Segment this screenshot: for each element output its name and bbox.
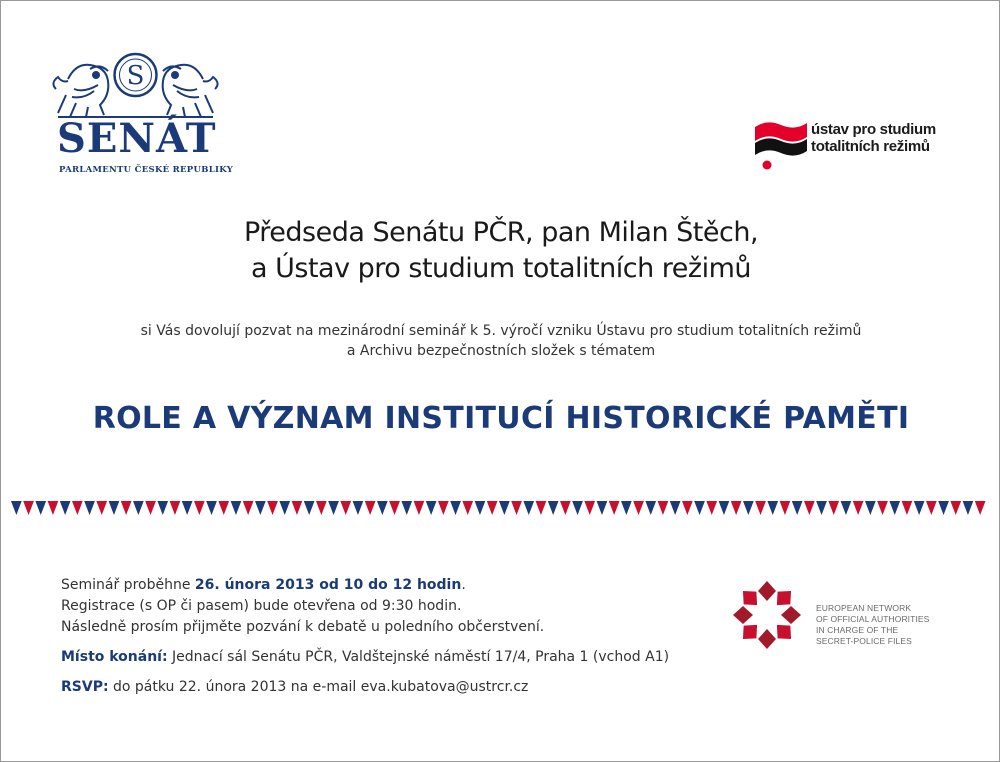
ustr-logo-text [811,121,936,155]
border-triangle [279,501,290,515]
star-petal [737,585,764,612]
seminar-date-suffix: . [461,577,466,593]
border-triangle [597,501,608,515]
senat-lions-emblem-icon [48,49,223,121]
seminar-date: 26. února 2013 od 10 do 12 hodin [194,577,462,593]
border-triangle [72,501,83,515]
border-triangle [902,501,913,515]
border-triangle [889,501,900,515]
star-petal [771,619,798,646]
border-triangle [377,501,388,515]
venue-value: Jednací sál Senátu PČR, Valdštejnské náměstí 17/4, Praha 1 (vchod A1) [167,649,670,665]
border-triangle [84,501,95,515]
border-triangle [157,501,168,515]
invitation-text [1,321,1000,361]
border-triangle [792,501,803,515]
border-triangle [48,501,59,515]
senat-subtitle: PARLAMENTU ČESKÉ REPUBLIKY [59,165,234,175]
border-triangle [475,501,486,515]
border-triangle [694,501,705,515]
border-triangle [462,501,473,515]
border-triangle [170,501,181,515]
seminar-date-line [61,575,711,596]
rsvp-line [61,677,711,698]
border-triangle [121,501,132,515]
border-triangle [499,501,510,515]
border-triangle [328,501,339,515]
enaosp-logo-text [816,603,929,647]
border-triangle [426,501,437,515]
hosts-line1: Předseda Senátu PČR, pan Milan Štěch, [243,217,759,248]
hosts-heading [1,215,1000,287]
border-triangle [218,501,229,515]
senat-logo [43,41,234,181]
border-triangle [841,501,852,515]
senat-name: SENÁT [57,115,217,162]
senat-emblem-letter: S [126,61,145,91]
border-triangle [60,501,71,515]
hosts-line2: a Ústav pro studium totalitních režimů [251,253,751,284]
star-petal [758,629,776,649]
invitation-line1: si Vás dovolují pozvat na mezinárodní seminář k 5. výročí vzniku Ústavu pro studium totalitních režimů [140,323,862,339]
venue-label: Místo konání: [61,649,168,665]
border-triangle [340,501,351,515]
border-triangle [658,501,669,515]
border-triangle [731,501,742,515]
star-petal [758,581,776,601]
border-triangle [755,501,766,515]
border-triangle [780,501,791,515]
border-triangle [706,501,717,515]
border-triangle [536,501,547,515]
border-triangle [353,501,364,515]
border-triangle [133,501,144,515]
enaosp-line3: IN CHARGE OF THE [816,625,899,635]
border-triangle [609,501,620,515]
ustr-logo [753,119,953,174]
seminar-date-prefix: Seminář proběhne [61,577,195,593]
border-triangle [414,501,425,515]
border-triangle [865,501,876,515]
border-triangle [511,501,522,515]
border-triangle [255,501,266,515]
enaosp-line2: OF OFFICIAL AUTHORITIES [816,614,930,624]
border-triangle [292,501,303,515]
border-triangle [23,501,34,515]
border-triangle [767,501,778,515]
border-triangle [438,501,449,515]
border-triangle [938,501,949,515]
border-triangle [828,501,839,515]
star-petal [737,619,764,646]
border-triangle [316,501,327,515]
border-triangle [109,501,120,515]
border-triangle [389,501,400,515]
border-triangle [243,501,254,515]
border-triangle [914,501,925,515]
border-triangle [206,501,217,515]
border-triangle [450,501,461,515]
border-triangle [96,501,107,515]
enaosp-line4: SECRET-POLICE FILES [816,636,912,646]
enaosp-logo [727,575,957,655]
ustr-logo-line2: totalitních režimů [811,138,930,155]
rsvp-value: do pátku 22. února 2013 na e-mail eva.kubatova@ustrcr.cz [108,679,529,695]
invitation-line2: a Archivu bezpečnostních složek s tématem [346,343,656,359]
reception-line: Následně prosím přijměte pozvání k debatě u poledního občerstvení. [61,619,545,635]
border-triangle [950,501,961,515]
enaosp-line1: EUROPEAN NETWORK [816,603,912,613]
border-triangle [621,501,632,515]
border-triangle [523,501,534,515]
border-triangle [670,501,681,515]
border-triangle [304,501,315,515]
border-triangle [182,501,193,515]
border-triangle [231,501,242,515]
border-triangle [645,501,656,515]
star-petal [781,606,801,624]
border-triangle [877,501,888,515]
star-petal [733,606,753,624]
border-triangle [401,501,412,515]
border-triangle [548,501,559,515]
star-petal [771,585,798,612]
seminar-details [61,575,711,698]
border-triangle [365,501,376,515]
border-triangle [963,501,974,515]
border-triangle [926,501,937,515]
border-triangle [560,501,571,515]
border-triangle [719,501,730,515]
border-triangle [853,501,864,515]
border-triangle [584,501,595,515]
border-triangle [743,501,754,515]
border-triangle [975,501,986,515]
border-triangle [35,501,46,515]
border-triangle [633,501,644,515]
enaosp-star-icon [727,575,807,655]
rsvp-label: RSVP: [61,679,109,695]
border-triangle [11,501,22,515]
seminar-theme: ROLE A VÝZNAM INSTITUCÍ HISTORICKÉ PAMĚTI [92,401,910,436]
border-triangle [194,501,205,515]
ustr-flag-icon [753,119,809,171]
border-triangle [572,501,583,515]
ustr-logo-line1: ústav pro studium [811,121,936,138]
venue-line [61,647,711,668]
triangle-border-decoration [11,501,989,517]
border-triangle [487,501,498,515]
border-triangle [145,501,156,515]
border-triangle [816,501,827,515]
border-triangle [267,501,278,515]
border-triangle [804,501,815,515]
registration-line: Registrace (s OP či pasem) bude otevřena od 9:30 hodin. [61,598,462,614]
border-triangle [682,501,693,515]
